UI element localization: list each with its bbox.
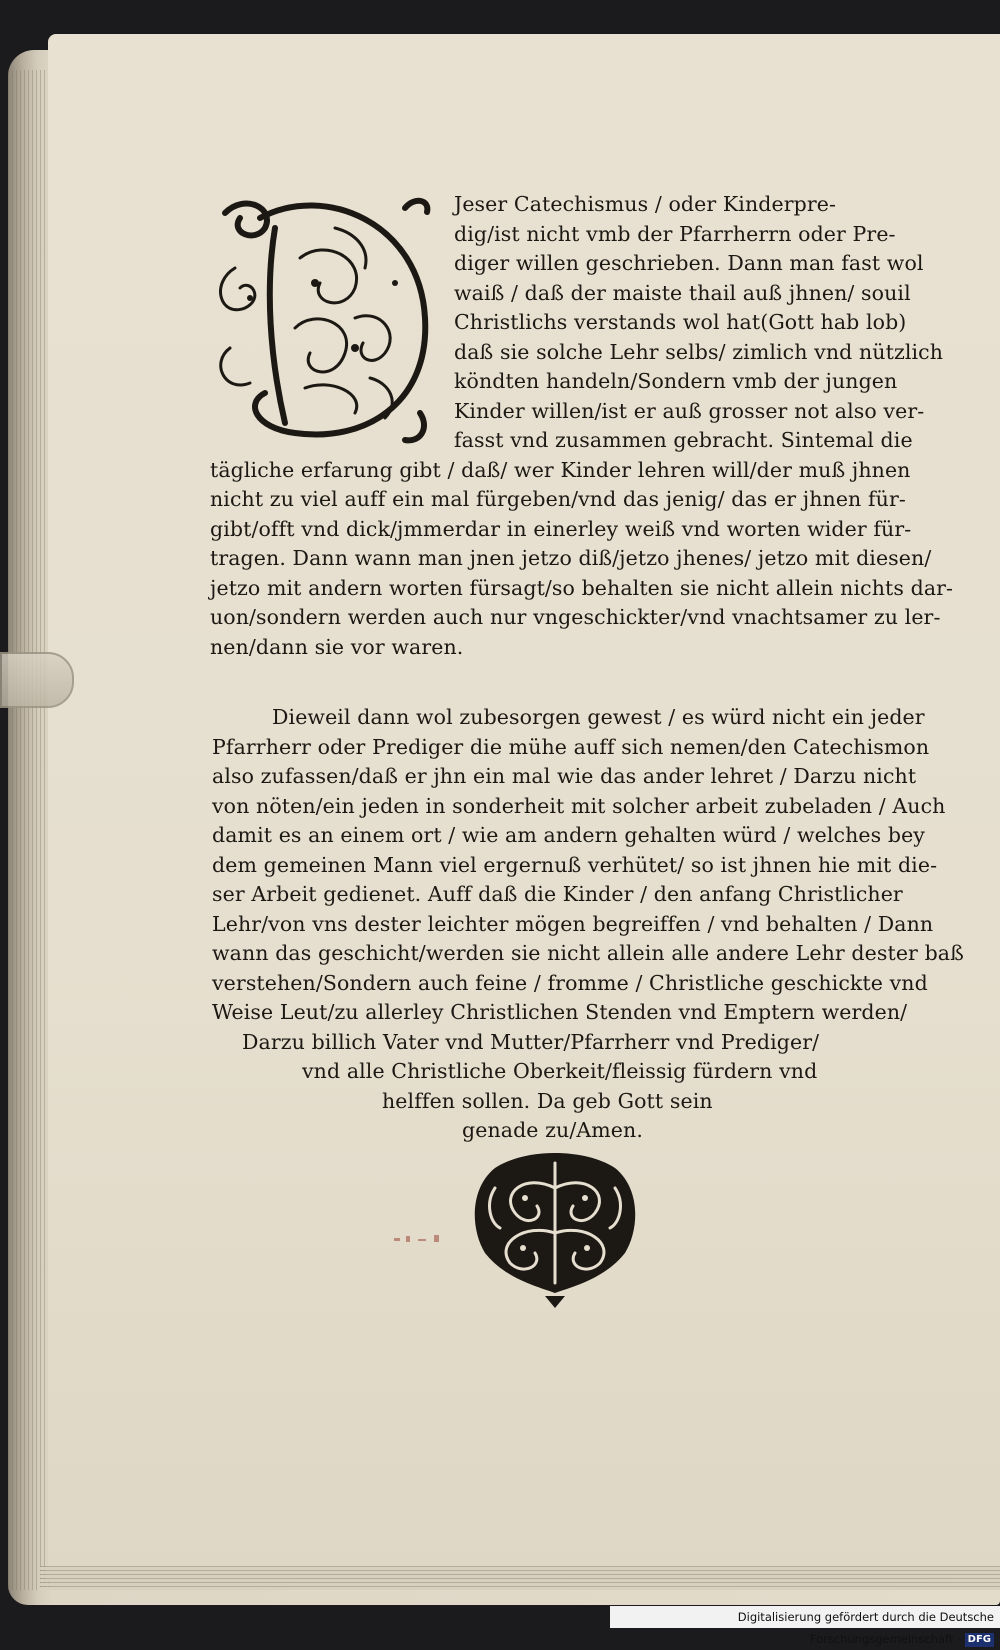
- text-line: tägliche erfarung gibt / daß/ wer Kinder lehren will/der muß jhnen: [210, 457, 911, 482]
- text-line: Dieweil dann wol zubesorgen gewest / es würd nicht ein jeder: [272, 705, 925, 729]
- text-line: verstehen/Sondern auch feine / fromme / Christliche geschickte vnd: [212, 970, 928, 995]
- page-bottom-edges: [40, 1566, 1000, 1590]
- text-line: tragen. Dann wann man jnen jetzo diß/jetzo jhenes/ jetzo mit diesen/: [210, 546, 932, 570]
- fleuron-ornament: [465, 1148, 645, 1308]
- text-line: von nöten/ein jeden in sonderheit mit solcher arbeit zubeladen / Auch: [212, 793, 946, 818]
- text-line: vnd alle Christliche Oberkeit/fleissig fürdern vnd: [302, 1059, 818, 1083]
- faint-stamp-mark: [390, 1226, 450, 1256]
- text-line: dig/ist nicht vmb der Pfarrherrn oder Pre-: [454, 221, 896, 246]
- text-line: gibt/offt vnd dick/jmmerdar in einerley weiß vnd worten wider für-: [210, 516, 912, 541]
- text-line: nen/dann sie vor waren.: [210, 634, 464, 659]
- text-line: Jeser Catechismus / oder Kinderpre-: [454, 192, 836, 216]
- text-line: Kinder willen/ist er auß grosser not also ver-: [454, 398, 925, 423]
- text-line: genade zu/Amen.: [462, 1118, 643, 1142]
- text-line: helffen sollen. Da geb Gott sein: [382, 1088, 713, 1113]
- text-line: fasst vnd zusammen gebracht. Sintemal die: [454, 428, 913, 452]
- text-line: uon/sondern werden auch nur vngeschickter/vnd vnachtsamer zu ler-: [210, 605, 941, 629]
- text-line: diger willen geschrieben. Dann man fast wol: [454, 251, 924, 275]
- text-line: jetzo mit andern worten fürsagt/so behalten sie nicht allein nichts dar-: [210, 575, 954, 600]
- text-line: damit es an einem ort / wie am andern gehalten würd / welches bey: [212, 823, 925, 847]
- text-line: ser Arbeit gedienet. Auff daß die Kinder / den anfang Christlicher: [212, 882, 903, 906]
- text-line: also zufassen/daß er jhn ein mal wie das ander lehret / Darzu nicht: [212, 764, 917, 788]
- text-line: wann das geschicht/werden sie nicht allein alle andere Lehr dester baß: [212, 941, 964, 965]
- page-clip: [0, 652, 74, 708]
- text-line: Weise Leut/zu allerley Christlichen Stenden vnd Emptern werden/: [212, 1000, 908, 1024]
- text-line: daß sie solche Lehr selbs/ zimlich vnd nützlich: [454, 339, 944, 364]
- text-line: Lehr/von vns dester leichter mögen begreiffen / vnd behalten / Dann: [212, 911, 934, 936]
- digitization-footer: [610, 1606, 1000, 1646]
- text-line: dem gemeinen Mann viel ergernuß verhütet/ so ist jhnen hie mit die-: [212, 852, 938, 877]
- paragraph-1: [210, 190, 954, 662]
- text-line: waiß / daß der maiste thail auß jhnen/ souil: [454, 280, 911, 305]
- text-line: köndten handeln/Sondern vmb der jungen: [454, 369, 898, 393]
- dfg-logo: DFG: [965, 1633, 994, 1647]
- text-line: Darzu billich Vater vnd Mutter/Pfarrherr vnd Prediger/: [242, 1029, 820, 1054]
- text-line: Christlichs verstands wol hat(Gott hab lob): [454, 310, 907, 334]
- text-line: Pfarrherr oder Prediger die mühe auff sich nemen/den Catechismon: [212, 734, 930, 759]
- paragraph-2: [212, 703, 964, 1146]
- text-line: nicht zu viel auff ein mal fürgeben/vnd das jenig/ das er jhnen für-: [210, 487, 906, 511]
- footer-text: Digitalisierung gefördert durch die Deutsche Forschungsgemeinschaft ·: [737, 1610, 994, 1646]
- page-edges: [8, 70, 52, 1590]
